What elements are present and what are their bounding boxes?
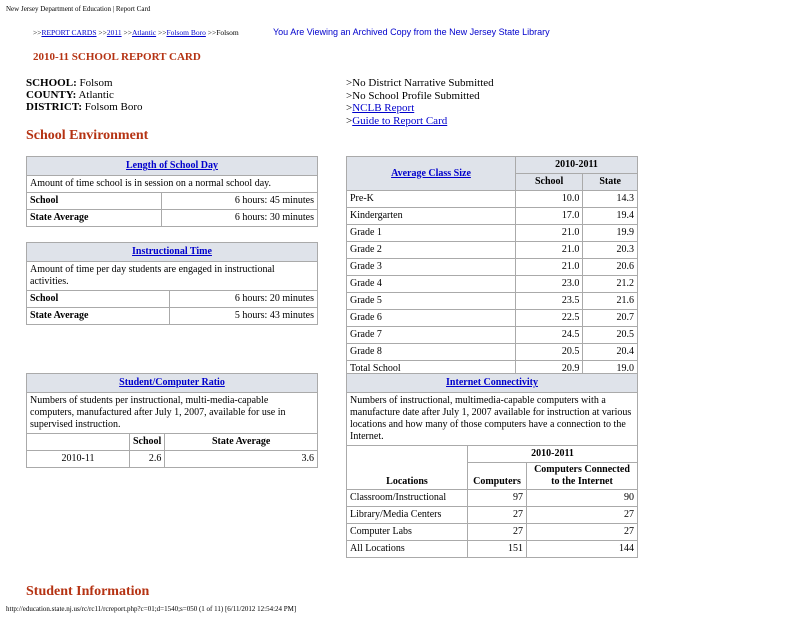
cell-connected: 27 <box>527 524 638 541</box>
col-school: School <box>130 434 165 451</box>
cell-state: 19.4 <box>583 208 638 225</box>
county-label: COUNTY: <box>26 89 77 101</box>
class-size-table <box>346 156 638 378</box>
link-prefix: > <box>346 102 353 114</box>
col-computers: Computers <box>468 463 527 490</box>
school-name: Folsom <box>79 77 113 89</box>
guide-link[interactable]: Guide to Report Card <box>352 114 448 127</box>
table-row <box>347 242 638 259</box>
cell-state: 21.6 <box>583 293 638 310</box>
section-school-environment: School Environment <box>26 128 149 143</box>
cell-location: Computer Labs <box>347 524 468 541</box>
school-label: SCHOOL: <box>26 77 77 89</box>
table-row <box>347 310 638 327</box>
internet-description: Numbers of instructional, multimedia-capable computers with a manufacture date after July 1, 2007 available for instruction at various locations and how many of those computers have a connection to the Internet. <box>347 393 638 446</box>
cell-connected: 144 <box>527 541 638 558</box>
cell-computers: 151 <box>468 541 527 558</box>
table-row <box>27 451 318 468</box>
cell-school: 22.5 <box>516 310 583 327</box>
table-row <box>347 524 638 541</box>
table-row <box>347 327 638 344</box>
breadcrumb-sep: >> <box>33 28 42 37</box>
cell-school: 23.5 <box>516 293 583 310</box>
col-connected: Computers Connected to the Internet <box>527 463 638 490</box>
cell-grade: Grade 2 <box>347 242 516 259</box>
instructional-time-table <box>26 242 318 325</box>
table-row <box>347 259 638 276</box>
length-of-day-title[interactable]: Length of School Day <box>126 160 218 171</box>
cell-school: 24.5 <box>516 327 583 344</box>
county-name: Atlantic <box>78 89 114 101</box>
cell-school: 21.0 <box>516 225 583 242</box>
cell-state: 20.3 <box>583 242 638 259</box>
breadcrumb-year[interactable]: 2011 <box>106 28 122 37</box>
row-label: School <box>27 193 162 210</box>
district-name: Folsom Boro <box>84 101 143 113</box>
breadcrumb-county[interactable]: Atlantic <box>131 28 157 37</box>
cell-school: 21.0 <box>516 242 583 259</box>
cell-grade: Total School <box>347 361 516 378</box>
no-school-profile: No School Profile Submitted <box>352 89 480 102</box>
cell-grade: Grade 6 <box>347 310 516 327</box>
link-prefix: > <box>346 89 353 102</box>
breadcrumb-school: Folsom <box>216 28 239 37</box>
cell-grade: Pre-K <box>347 191 516 208</box>
cell-grade: Grade 3 <box>347 259 516 276</box>
row-label: School <box>27 291 170 308</box>
class-size-title[interactable]: Average Class Size <box>391 167 471 179</box>
cell-state: 20.4 <box>583 344 638 361</box>
cell-grade: Grade 8 <box>347 344 516 361</box>
cell-school: 23.0 <box>516 276 583 293</box>
cell-state: 19.9 <box>583 225 638 242</box>
breadcrumb-report-cards[interactable]: REPORT CARDS <box>41 28 97 37</box>
table-row <box>347 225 638 242</box>
cell-location: All Locations <box>347 541 468 558</box>
cell-state: 21.2 <box>583 276 638 293</box>
link-prefix: > <box>346 114 353 127</box>
cell-state: 20.6 <box>583 259 638 276</box>
section-student-information: Student Information <box>26 584 150 599</box>
length-of-day-table <box>26 156 318 227</box>
table-row <box>347 208 638 225</box>
instructional-time-description: Amount of time per day students are engaged in instructional activities. <box>27 262 318 291</box>
col-school: School <box>516 174 583 191</box>
row-value: 5 hours: 43 minutes <box>170 308 318 325</box>
row-value: 6 hours: 45 minutes <box>162 193 318 210</box>
district-label: DISTRICT: <box>26 101 83 113</box>
col-state: State <box>583 174 638 191</box>
computer-ratio-description: Numbers of students per instructional, multi-media-capable computers, manufactured after July 1, 2007, available for use in supervised instruction. <box>27 393 318 434</box>
report-links <box>346 77 494 127</box>
cell-school: 10.0 <box>516 191 583 208</box>
table-row <box>27 291 318 308</box>
footer-url: http://education.state.nj.us/rc/rc11/rcreport.php?c=01;d=1540;s=050 (1 of 11) [6/11/2012 12:54:24 PM] <box>6 605 297 613</box>
table-row <box>347 490 638 507</box>
archive-notice: You Are Viewing an Archived Copy from the New Jersey State Library <box>273 27 550 37</box>
breadcrumb-district[interactable]: Folsom Boro <box>166 28 206 37</box>
cell-computers: 27 <box>468 507 527 524</box>
internet-year: 2010-2011 <box>468 446 638 463</box>
breadcrumb-sep: >> <box>123 28 132 37</box>
table-row <box>347 541 638 558</box>
row-state: 3.6 <box>165 451 318 468</box>
browser-title: New Jersey Department of Education | Report Card <box>6 5 151 13</box>
row-label: State Average <box>27 308 170 325</box>
row-value: 6 hours: 30 minutes <box>162 210 318 227</box>
cell-grade: Grade 1 <box>347 225 516 242</box>
cell-school: 21.0 <box>516 259 583 276</box>
table-row <box>347 507 638 524</box>
breadcrumb-sep: >> <box>158 28 167 37</box>
instructional-time-title[interactable]: Instructional Time <box>132 246 212 257</box>
cell-location: Classroom/Instructional <box>347 490 468 507</box>
row-label: State Average <box>27 210 162 227</box>
table-row <box>347 293 638 310</box>
table-row <box>27 210 318 227</box>
table-row <box>347 276 638 293</box>
table-row <box>347 191 638 208</box>
col-locations: Locations <box>347 446 468 490</box>
no-district-narrative: No District Narrative Submitted <box>352 77 494 89</box>
computer-ratio-title[interactable]: Student/Computer Ratio <box>119 377 225 388</box>
report-title: 2010-11 SCHOOL REPORT CARD <box>33 51 201 63</box>
cell-location: Library/Media Centers <box>347 507 468 524</box>
row-value: 6 hours: 20 minutes <box>170 291 318 308</box>
empty-header <box>27 434 130 451</box>
cell-school: 20.5 <box>516 344 583 361</box>
breadcrumb-sep: >> <box>98 28 107 37</box>
cell-connected: 90 <box>527 490 638 507</box>
table-row <box>27 308 318 325</box>
breadcrumb <box>33 28 239 37</box>
cell-state: 19.0 <box>583 361 638 378</box>
cell-state: 20.7 <box>583 310 638 327</box>
length-of-day-description: Amount of time school is in session on a normal school day. <box>27 176 318 193</box>
link-prefix: > <box>346 77 353 89</box>
nclb-report-link[interactable]: NCLB Report <box>352 102 415 114</box>
table-row <box>347 344 638 361</box>
cell-computers: 97 <box>468 490 527 507</box>
cell-connected: 27 <box>527 507 638 524</box>
breadcrumb-sep: >> <box>207 28 217 37</box>
class-size-year: 2010-2011 <box>516 157 638 174</box>
cell-grade: Grade 5 <box>347 293 516 310</box>
computer-ratio-table <box>26 373 318 468</box>
cell-grade: Kindergarten <box>347 208 516 225</box>
school-info <box>26 77 143 113</box>
internet-table <box>346 373 638 558</box>
col-state-average: State Average <box>165 434 318 451</box>
internet-title[interactable]: Internet Connectivity <box>446 377 538 388</box>
row-year: 2010-11 <box>27 451 130 468</box>
cell-school: 20.9 <box>516 361 583 378</box>
table-row <box>27 193 318 210</box>
cell-grade: Grade 7 <box>347 327 516 344</box>
cell-grade: Grade 4 <box>347 276 516 293</box>
cell-school: 17.0 <box>516 208 583 225</box>
cell-computers: 27 <box>468 524 527 541</box>
cell-state: 20.5 <box>583 327 638 344</box>
row-school: 2.6 <box>130 451 165 468</box>
cell-state: 14.3 <box>583 191 638 208</box>
